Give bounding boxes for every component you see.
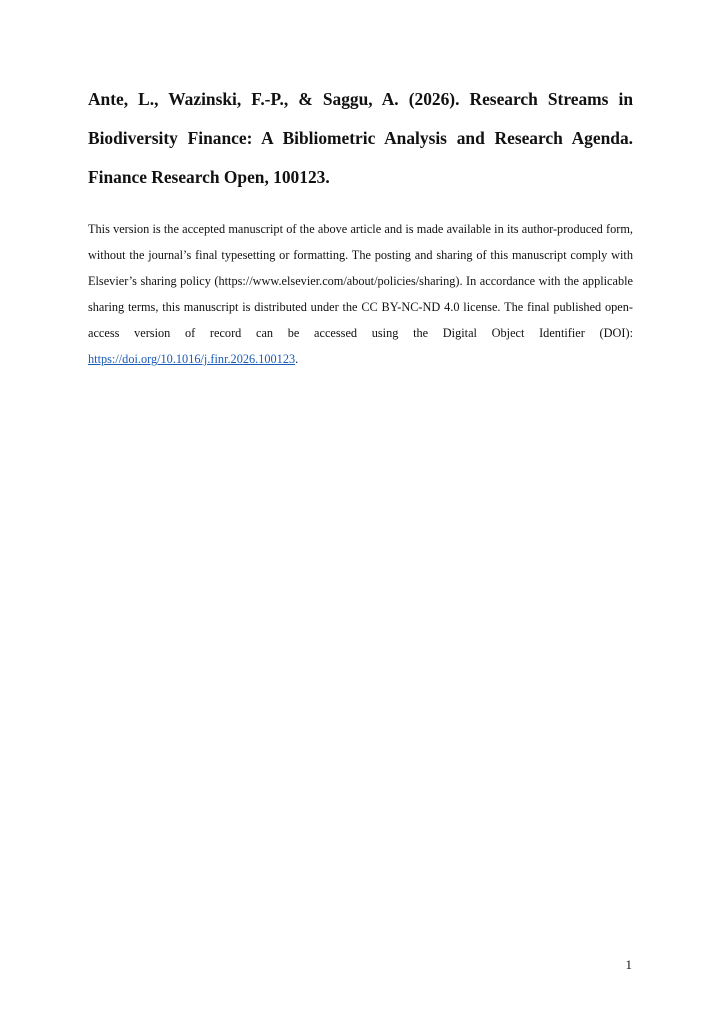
doi-link[interactable]: https://doi.org/10.1016/j.finr.2026.100123 [88, 352, 296, 367]
manuscript-notice [88, 216, 633, 373]
notice-text: This version is the accepted manuscript of the above article and is made available in its author-produced form, without the journal’s final typesetting or formatting. The posting and sharing of this manuscript comply with Elsevier’s sharing policy (https://www.elsevier.com/about/policies/sharing). In accordance with the applicable sharing terms, this manuscript is distributed under the CC BY-NC-ND 4.0 license. The final published open-access version of record can be accessed using the Digital Object Identifier (DOI): [88, 222, 633, 341]
notice-end: . [295, 352, 299, 367]
page-number: 1 [625, 957, 632, 972]
citation-heading: Ante, L., Wazinski, F.-P., & Saggu, A. (2026). Research Streams in Biodiversity Finance: A Bibliometric Analysis and Research Agenda. Finance Research Open, 100123. [88, 89, 633, 187]
